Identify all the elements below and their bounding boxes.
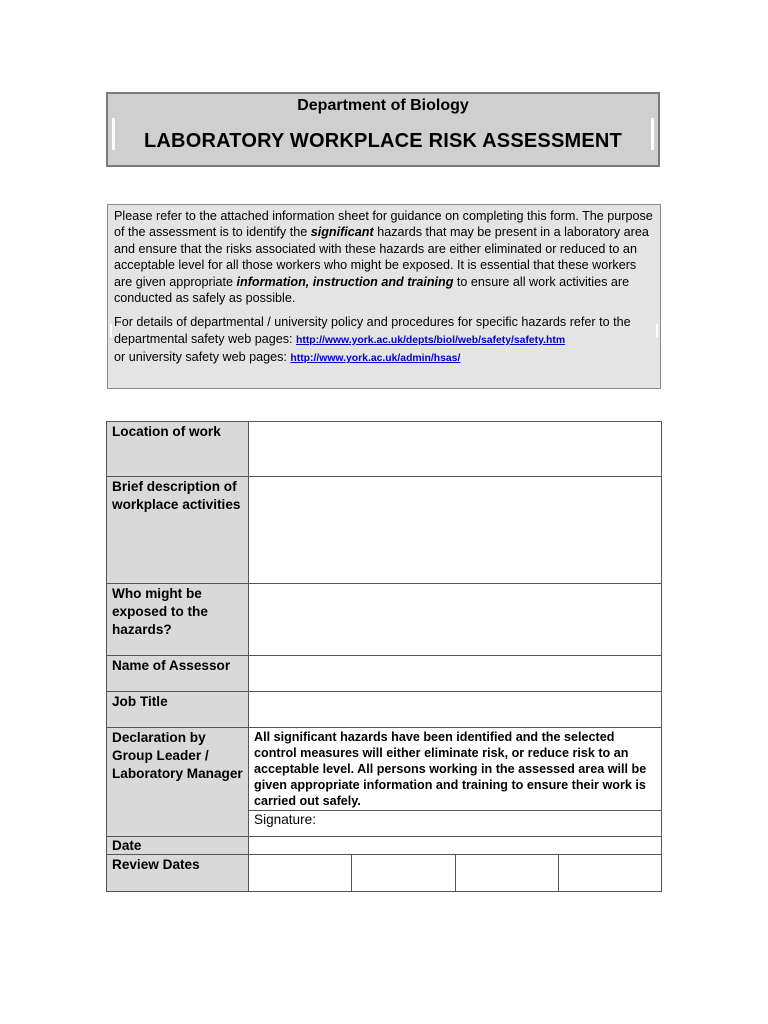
declaration-text: All significant hazards have been identified and the selected control measures will either eliminate risk, or reduce risk to an acceptable level. All persons working in the assessed area will be given appropriate information and training to ensure their work is carried out safely. <box>249 728 662 811</box>
policy-text: or university safety web pages: <box>114 350 291 365</box>
exposed-label: Who might be exposed to the hazards? <box>107 584 249 656</box>
instructions-text: to ensure all work activities are conducted as safely as possible. <box>114 274 630 306</box>
location-field[interactable] <box>249 422 662 477</box>
page-title: LABORATORY WORKPLACE RISK ASSESSMENT <box>144 130 622 152</box>
info-left-mark <box>110 324 112 337</box>
description-label: Brief description of workplace activities <box>107 477 249 584</box>
policy-paragraph <box>114 314 654 367</box>
info-right-mark <box>656 324 658 337</box>
instructions-text: hazards that may be present in a laboratory area and ensure that the risks associated with these hazards are either eliminated or reduced to an acceptable level for all those workers who might be exposed. It is essential that these workers are given appropriate <box>114 225 649 289</box>
date-label: Date <box>107 837 249 855</box>
location-label: Location of work <box>107 422 249 477</box>
assessor-field[interactable] <box>249 656 662 692</box>
date-field[interactable] <box>249 837 662 855</box>
review-date-field[interactable] <box>249 855 351 891</box>
risk-assessment-form <box>106 421 662 892</box>
declaration-label: Declaration by Group Leader / Laboratory Manager <box>107 728 249 837</box>
job-title-row <box>107 692 662 728</box>
review-dates-row <box>107 855 662 892</box>
department-name: Department of Biology <box>297 97 469 114</box>
university-safety-link[interactable]: http://www.york.ac.uk/admin/hsas/ <box>290 353 461 365</box>
job-title-label: Job Title <box>107 692 249 728</box>
instructions-paragraph <box>114 208 654 306</box>
review-dates-label: Review Dates <box>107 855 249 892</box>
header-left-mark <box>112 118 115 150</box>
instructions-emphasis-training: information, instruction and training <box>236 274 454 289</box>
dept-safety-link[interactable]: http://www.york.ac.uk/depts/biol/web/safety/safety.htm <box>296 334 566 346</box>
review-date-field[interactable] <box>351 855 454 891</box>
instructions-text: Please refer to the attached information sheet for guidance on completing this form. The purpose of the assessment is to identify the <box>114 209 653 240</box>
exposed-field[interactable] <box>249 584 662 656</box>
header-box <box>106 92 660 167</box>
instructions-emphasis-significant: significant <box>310 225 374 240</box>
review-dates-cells <box>249 855 662 892</box>
review-date-field[interactable] <box>455 855 558 891</box>
declaration-row <box>107 728 662 811</box>
location-row <box>107 422 662 477</box>
date-row <box>107 837 662 855</box>
policy-text: For details of departmental / university policy and procedures for specific hazards refer to the departmental safety web pages: <box>114 315 631 346</box>
instructions-box <box>107 204 661 389</box>
assessor-row <box>107 656 662 692</box>
assessor-label: Name of Assessor <box>107 656 249 692</box>
description-field[interactable] <box>249 477 662 584</box>
header-right-mark <box>651 118 654 150</box>
description-row <box>107 477 662 584</box>
exposed-row <box>107 584 662 656</box>
signature-label: Signature: <box>254 812 316 827</box>
job-title-field[interactable] <box>249 692 662 728</box>
signature-field[interactable] <box>249 811 662 837</box>
review-date-field[interactable] <box>558 855 661 891</box>
